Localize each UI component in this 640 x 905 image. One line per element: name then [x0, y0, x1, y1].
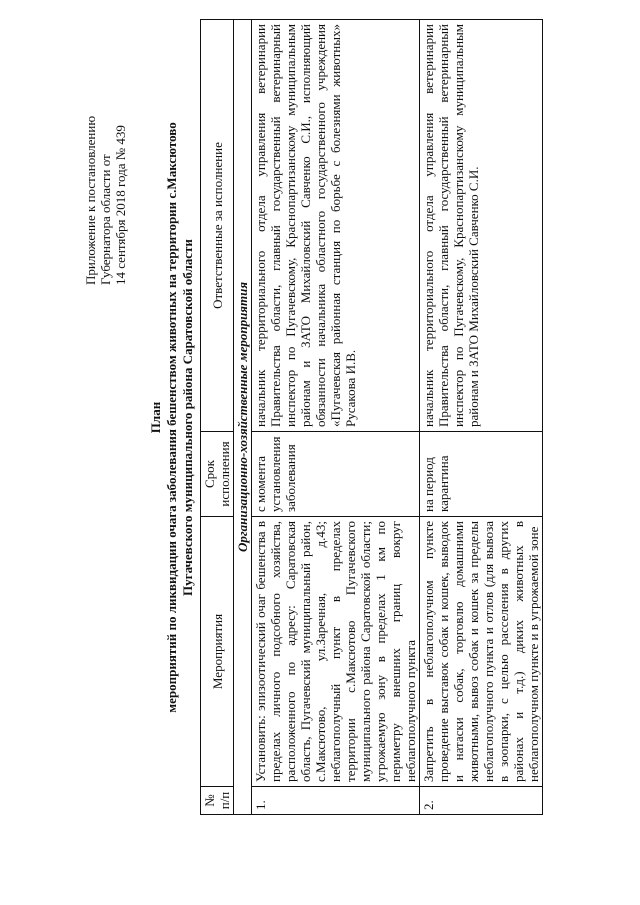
header-measures: Мероприятия: [201, 517, 234, 787]
header-term: Срок исполнения: [201, 432, 234, 517]
appendix-line-3: 14 сентября 2018 года № 439: [113, 125, 128, 285]
table-row: [252, 20, 420, 815]
term-cell: на период карантина: [420, 432, 543, 517]
row-number: 2.: [420, 787, 543, 815]
header-responsible: Ответственные за исполнение: [201, 20, 234, 432]
table-header-row: [201, 20, 234, 815]
section-row: [234, 20, 252, 815]
section-title: Организационно-хозяйственные мероприятия: [234, 20, 252, 815]
document-title: [148, 20, 196, 815]
term-cell: с момента установления заболевания: [252, 432, 420, 517]
measures-table: [200, 19, 543, 815]
title-line-3: Пугачевского муниципального района Саратовской области: [180, 239, 195, 596]
responsible-cell: начальник территориального отдела управления ветеринарии Правительства области, главный государственный ветеринарный инспектор по Пугачевскому, Краснопартизанскому муниципальным районам и ЗАТО Михайловский Савченко С.И.: [420, 20, 543, 432]
header-num: № п/п: [201, 787, 234, 815]
measure-cell: Установить: эпизоотический очаг бешенства в пределах личного подсобного хозяйства, расположенного по адресу: Саратовская область, Пугачевский муниципальный район, с.Максютово, ул.Заречная, д.43; неблагополучный пункт в пределах территории с.Максютово Пугачевского муниципального района Саратовской области; угрожаемую зону в пределах 1 км по периметру внешних границ вокруг неблагополучного пункта: [252, 517, 420, 787]
row-number: 1.: [252, 787, 420, 815]
measure-cell: Запретить в неблагополучном пункте проведение выставок собак и кошек, выводок и натаски собак, торговлю домашними животными, вывоз собак и кошек за пределы неблагополучного пункта и отлов (для вывоза в зоопарки, с целью расселения в других районах и т.д.) диких животных в неблагополучном пункте и в угрожаемой зоне: [420, 517, 543, 787]
responsible-cell: начальник территориального отдела управления ветеринарии Правительства области, главный государственный ветеринарный инспектор по Пугачевскому, Краснопартизанскому муниципальным районам и ЗАТО Михайловский Савченко С.И., исполняющий обязанности начальника областного государственного учреждения «Пугачевская районная станция по борьбе с болезнями животных» Русакова И.В.: [252, 20, 420, 432]
title-line-2: мероприятий по ликвидации очага заболевания бешенством животных на территории с.Максютово: [164, 122, 179, 713]
appendix-line-1: Приложение к постановлению: [83, 115, 98, 285]
table-row: [420, 20, 543, 815]
title-plan: План: [148, 401, 163, 434]
appendix-block: [83, 116, 128, 285]
appendix-line-2: Губернатора области от: [98, 154, 113, 285]
